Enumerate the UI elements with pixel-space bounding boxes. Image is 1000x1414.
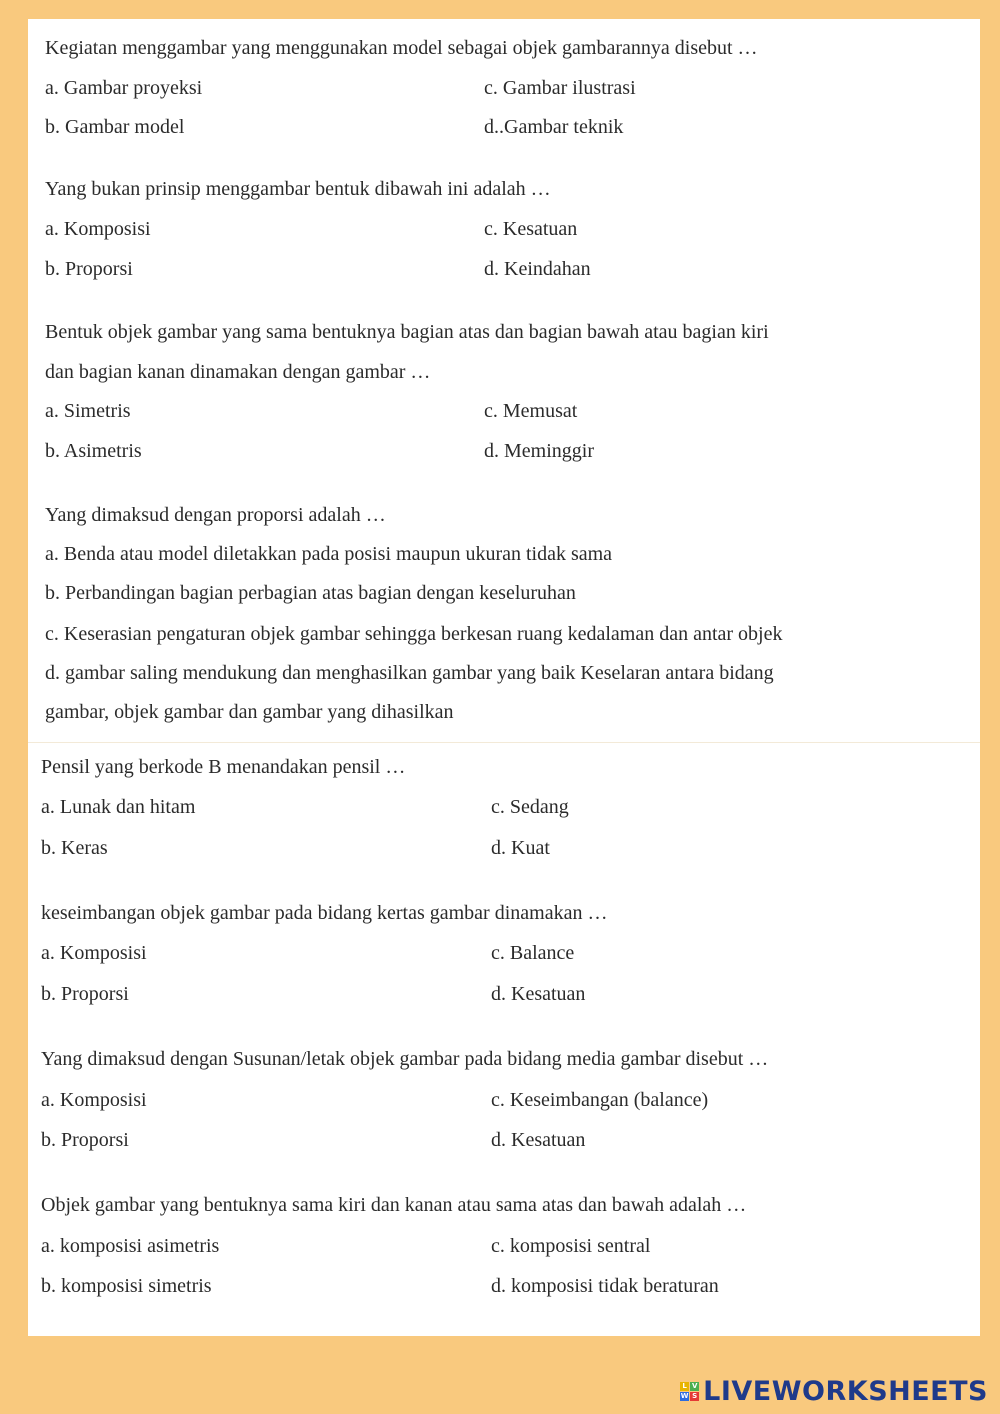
question-4-option-b[interactable]: b. Perbandingan bagian perbagian atas bagian dengan keseluruhan <box>45 582 576 604</box>
question-5-text: Pensil yang berkode B menandakan pensil … <box>41 756 406 778</box>
brand-mark-cell: V <box>691 1382 698 1390</box>
question-3-option-a[interactable]: a. Simetris <box>45 400 131 422</box>
brand-mark-cell: S <box>692 1392 698 1400</box>
question-8-option-a[interactable]: a. komposisi asimetris <box>41 1235 220 1257</box>
question-7-option-b[interactable]: b. Proporsi <box>41 1129 129 1151</box>
liveworksheets-logo[interactable] <box>680 1376 988 1407</box>
question-4-text: Yang dimaksud dengan proporsi adalah … <box>45 504 386 526</box>
question-4-option-d-line-2[interactable]: gambar, objek gambar dan gambar yang dihasilkan <box>45 701 454 723</box>
question-2-option-d[interactable]: d. Keindahan <box>484 258 591 280</box>
question-1-text: Kegiatan menggambar yang menggunakan model sebagai objek gambarannya disebut … <box>45 37 758 59</box>
question-3-option-b[interactable]: b. Asimetris <box>45 440 142 462</box>
question-2-option-a[interactable]: a. Komposisi <box>45 218 151 240</box>
question-6-option-b[interactable]: b. Proporsi <box>41 983 129 1005</box>
question-2-option-c[interactable]: c. Kesatuan <box>484 218 578 240</box>
brand-mark-cell: L <box>680 1382 689 1391</box>
question-6-text: keseimbangan objek gambar pada bidang kertas gambar dinamakan … <box>41 902 608 924</box>
question-4-option-d-line-1[interactable]: d. gambar saling mendukung dan menghasilkan gambar yang baik Keselaran antara bidang <box>45 662 774 684</box>
question-3-text-line-2: dan bagian kanan dinamakan dengan gambar … <box>45 361 431 383</box>
question-2-text: Yang bukan prinsip menggambar bentuk dibawah ini adalah … <box>45 178 551 200</box>
worksheet-section-1 <box>28 19 980 743</box>
question-7-text: Yang dimaksud dengan Susunan/letak objek gambar pada bidang media gambar disebut … <box>41 1048 769 1070</box>
question-3-text-line-1: Bentuk objek gambar yang sama bentuknya bagian atas dan bagian bawah atau bagian kiri <box>45 321 769 343</box>
question-1-option-d[interactable]: d..Gambar teknik <box>484 116 624 138</box>
question-7-option-d[interactable]: d. Kesatuan <box>491 1129 586 1151</box>
question-2-option-b[interactable]: b. Proporsi <box>45 258 133 280</box>
question-1-option-b[interactable]: b. Gambar model <box>45 116 185 138</box>
worksheet-page <box>28 19 980 1336</box>
question-8-option-c[interactable]: c. komposisi sentral <box>491 1235 651 1257</box>
question-7-option-a[interactable]: a. Komposisi <box>41 1089 147 1111</box>
question-6-option-d[interactable]: d. Kesatuan <box>491 983 586 1005</box>
question-1-option-a[interactable]: a. Gambar proyeksi <box>45 77 203 99</box>
liveworksheets-mark-icon <box>680 1382 699 1401</box>
question-6-option-a[interactable]: a. Komposisi <box>41 942 147 964</box>
question-7-option-c[interactable]: c. Keseimbangan (balance) <box>491 1089 709 1111</box>
question-8-option-b[interactable]: b. komposisi simetris <box>41 1275 212 1297</box>
question-4-option-c[interactable]: c. Keserasian pengaturan objek gambar sehingga berkesan ruang kedalaman dan antar objek <box>45 623 783 645</box>
question-1-option-c[interactable]: c. Gambar ilustrasi <box>484 77 636 99</box>
brand-mark-cell: W <box>680 1392 689 1400</box>
question-4-option-a[interactable]: a. Benda atau model diletakkan pada posisi maupun ukuran tidak sama <box>45 543 613 565</box>
question-3-option-d[interactable]: d. Meminggir <box>484 440 594 462</box>
question-3-option-c[interactable]: c. Memusat <box>484 400 578 422</box>
question-8-text: Objek gambar yang bentuknya sama kiri dan kanan atau sama atas dan bawah adalah … <box>41 1194 747 1216</box>
question-8-option-d[interactable]: d. komposisi tidak beraturan <box>491 1275 719 1297</box>
question-5-option-a[interactable]: a. Lunak dan hitam <box>41 796 196 818</box>
brand-name: LIVEWORKSHEETS <box>703 1376 988 1407</box>
worksheet-section-2 <box>28 743 980 1336</box>
question-5-option-c[interactable]: c. Sedang <box>491 796 569 818</box>
question-5-option-d[interactable]: d. Kuat <box>491 837 550 859</box>
question-6-option-c[interactable]: c. Balance <box>491 942 575 964</box>
question-5-option-b[interactable]: b. Keras <box>41 837 108 859</box>
